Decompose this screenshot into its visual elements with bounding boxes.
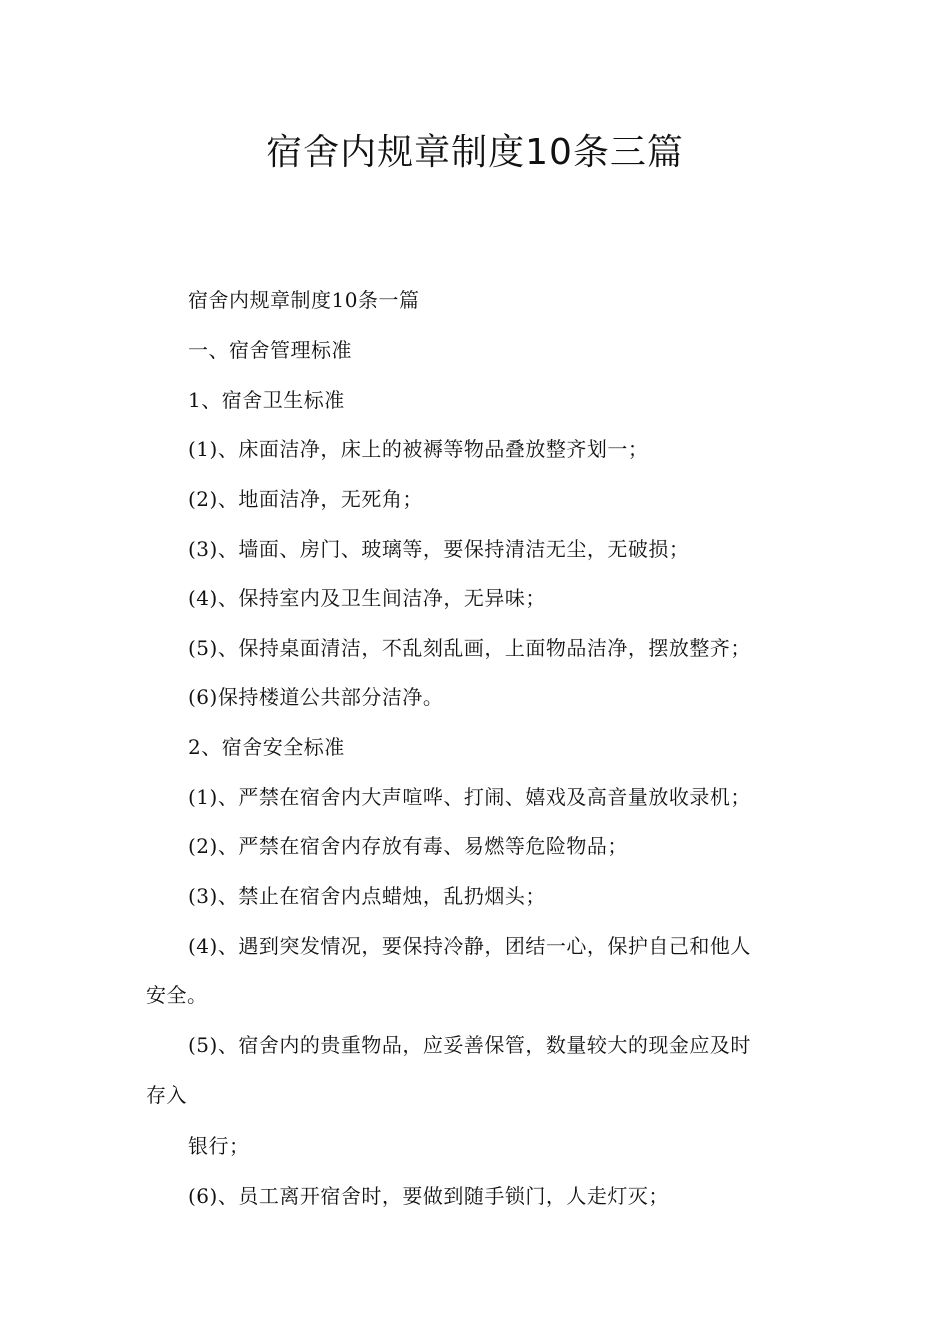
rule-item: (6)保持楼道公共部分洁净。 [188, 685, 444, 709]
rule-item: (3)、禁止在宿舍内点蜡烛，乱扔烟头； [188, 884, 546, 908]
subsection-heading: 1、宿舍卫生标准 [188, 388, 345, 412]
rule-item: (4)、保持室内及卫生间洁净，无异味； [188, 586, 546, 610]
rule-item-continuation: 存入 [146, 1083, 187, 1107]
chapter-heading: 一、宿舍管理标准 [188, 338, 352, 362]
rule-item: (1)、严禁在宿舍内大声喧哗、打闹、嬉戏及高音量放收录机； [188, 785, 751, 809]
rule-item: (4)、遇到突发情况，要保持冷静，团结一心，保护自己和他人 [188, 934, 751, 958]
rule-item: (2)、严禁在宿舍内存放有毒、易燃等危险物品； [188, 834, 628, 858]
rule-item: (5)、保持桌面清洁，不乱刻乱画，上面物品洁净，摆放整齐； [188, 636, 751, 660]
rule-item-continuation: 银行； [188, 1134, 250, 1158]
rule-item: (5)、宿舍内的贵重物品，应妥善保管，数量较大的现金应及时 [188, 1033, 751, 1057]
document-title: 宿舍内规章制度10条三篇 [266, 132, 684, 173]
rule-item: (1)、床面洁净，床上的被褥等物品叠放整齐划一； [188, 437, 649, 461]
rule-item: (6)、员工离开宿舍时，要做到随手锁门，人走灯灭； [188, 1184, 669, 1208]
rule-item-continuation: 安全。 [146, 983, 208, 1007]
section-heading: 宿舍内规章制度10条一篇 [188, 288, 420, 312]
subsection-heading: 2、宿舍安全标准 [188, 735, 345, 759]
rule-item: (2)、地面洁净，无死角； [188, 487, 423, 511]
rule-item: (3)、墙面、房门、玻璃等，要保持清洁无尘，无破损； [188, 537, 690, 561]
